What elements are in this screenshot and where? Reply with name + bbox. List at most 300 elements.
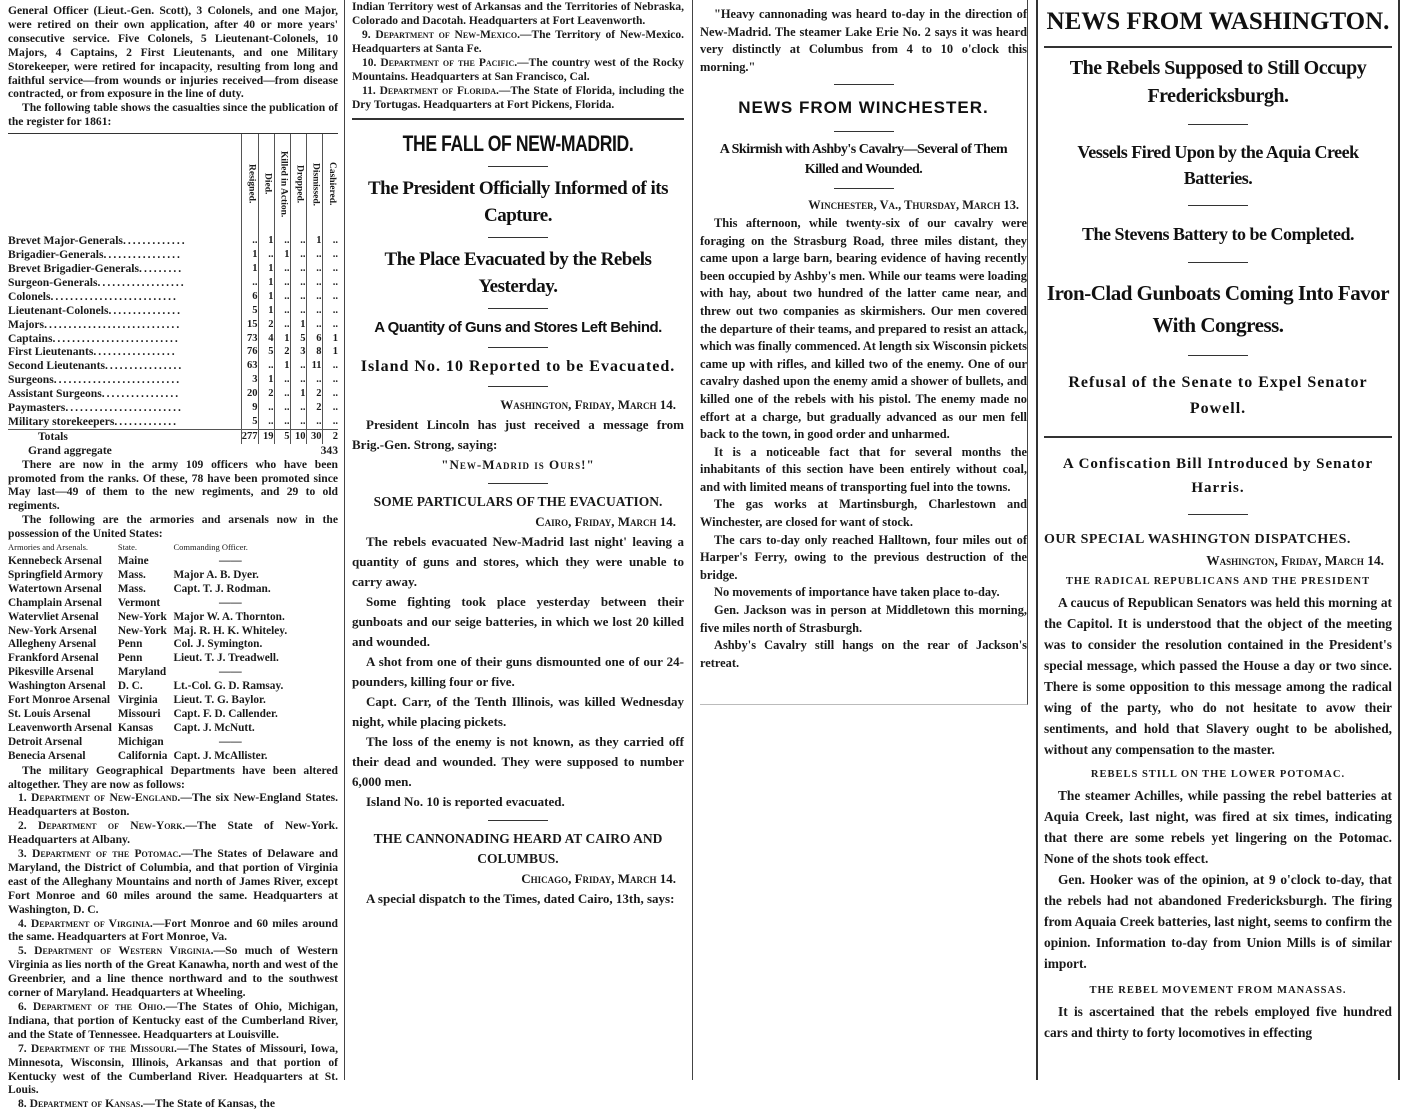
arsenal-cell: Vermont — [117, 596, 161, 609]
leader-dots: ............... — [108, 303, 182, 317]
table-row — [8, 722, 293, 736]
rank-cell — [8, 387, 241, 401]
arsenal-cell: Missouri — [117, 707, 161, 720]
value-cell: 63 — [241, 359, 258, 373]
arsenal-cell: Capt. T. J. Rodman. — [173, 582, 271, 595]
table-row — [8, 638, 293, 652]
table-row — [8, 555, 293, 569]
paragraph: The following table shows the casualties since the publication of the register for 1861: — [8, 101, 338, 129]
value-cell: .. — [322, 262, 338, 276]
total-cell: 2 — [322, 429, 338, 443]
leader-dots: ......... — [139, 261, 184, 275]
paragraph: The steamer Achilles, while passing the rebel batteries at Aquia Creek, last night, was fired at six times, indicating that there are some rebels yet lingering on the Potomac. None of the shots took effect. — [1044, 788, 1392, 866]
arsenal-cell: Frankford Arsenal — [8, 652, 99, 665]
dateline: Washington, Friday, March 14. — [500, 397, 676, 412]
value-cell: 5 — [241, 415, 258, 429]
table-row — [8, 569, 293, 583]
department-name: 6. Department of the Ohio. — [18, 1000, 166, 1013]
department-entry — [352, 84, 684, 112]
arsenal-cell: Washington Arsenal — [8, 680, 106, 693]
table-row — [8, 234, 338, 248]
dateline: Winchester, Va., Thursday, March 13. — [808, 198, 1019, 213]
table-row — [8, 359, 338, 373]
value-cell: .. — [306, 276, 322, 290]
column-rule — [344, 0, 345, 1080]
arsenal-cell: Maryland — [117, 666, 167, 679]
deck-heading: A Quantity of Guns and Stores Left Behind. — [374, 319, 662, 336]
value-cell: .. — [306, 290, 322, 304]
value-cell: .. — [290, 262, 306, 276]
value-cell: .. — [322, 304, 338, 318]
paragraph: The rebels evacuated New-Madrid last night' leaving a quantity of guns and stores, which they were unable to carry away. — [352, 534, 684, 589]
arsenal-cell: Champlain Arsenal — [8, 596, 102, 609]
value-cell: 1 — [322, 345, 338, 359]
value-cell: .. — [258, 401, 274, 415]
value-cell: .. — [274, 262, 290, 276]
divider — [1188, 205, 1248, 206]
department-name: 11. Department of Florida. — [362, 85, 499, 97]
arsenal-cell: Mass. — [117, 568, 146, 581]
arsenal-cell: Major W. A. Thornton. — [173, 610, 285, 623]
column-3 — [700, 0, 1028, 705]
divider — [1188, 124, 1248, 125]
arsenal-cell: Lt.-Col. G. D. Ramsay. — [173, 680, 284, 693]
rank-cell — [8, 276, 241, 290]
total-cell: 30 — [306, 429, 322, 443]
arsenal-cell: Kennebeck Arsenal — [8, 555, 102, 567]
leader-dots: ................ — [103, 248, 182, 262]
headline: NEWS FROM WASHINGTON. — [1046, 8, 1390, 35]
column-rule — [692, 0, 693, 1080]
paragraph: It is a noticeable fact that for several months the inhabitants of this section have been entirely without coal, and with limited means of transporting fuel into the towns. — [700, 444, 1027, 494]
table-row — [8, 597, 293, 611]
value-cell: 1 — [241, 262, 258, 276]
value-cell: 1 — [322, 332, 338, 346]
department-text: —The States of Delaware and Maryland, the District of Columbia, and that portion of Virginia east of the Alleghany Mountains and north of James River, except Fort Monroe and 60 miles around the same. Headquarters at Washington, D. C. — [8, 847, 338, 916]
paragraph: The loss of the enemy is not known, as they carried off their dead and wounded. They were supposed to number 6,000 men. — [352, 734, 684, 789]
value-cell: .. — [322, 318, 338, 332]
paragraph: General Officer (Lieut.-Gen. Scott), 3 Colonels, and one Major, were retired on their own application, after 40 or more years' consecutive service. Five Colonels, 5 Lieutenant-Colonels, 10 Majors, 4 Captains, 2 First Lieutenants, and one Military Storekeeper, were retired for incapacity, resulting from long and faithful service—from wounds or injuries received—from disease contracted, or from exposure in the line of duty. — [8, 4, 338, 101]
value-cell: 1 — [290, 387, 306, 401]
table-row — [8, 415, 338, 429]
subheading: OUR SPECIAL WASHINGTON DISPATCHES. — [1044, 532, 1351, 547]
value-cell: .. — [322, 359, 338, 373]
value-cell: .. — [306, 262, 322, 276]
divider — [352, 118, 684, 120]
department-name: 9. Department of New-Mexico. — [362, 29, 520, 41]
leader-dots: .......................... — [53, 373, 182, 387]
divider — [1044, 46, 1392, 48]
divider — [1044, 436, 1392, 438]
department-text: —The State of New-York. Headquarters at Albany. — [8, 819, 338, 847]
value-cell: 73 — [241, 332, 258, 346]
department-name: 5. Department of Western Virginia. — [18, 944, 214, 958]
department-name: 4. Department of Virginia. — [18, 916, 153, 930]
divider — [488, 166, 548, 167]
deck-heading: Refusal of the Senate to Expel Senator Powell. — [1068, 374, 1368, 417]
arsenal-cell: Capt. F. D. Callender. — [173, 707, 278, 720]
arsenal-cell: Col. J. Symington. — [173, 638, 263, 651]
paragraph: Capt. Carr, of the Tenth Illinois, was killed Wednesday night, while placing pickets. — [352, 694, 684, 729]
grand-aggregate-label: Grand aggregate — [28, 443, 112, 457]
table-row — [8, 401, 338, 415]
value-cell: 3 — [290, 345, 306, 359]
divider — [834, 188, 894, 189]
rank-cell — [8, 318, 241, 332]
value-cell: .. — [274, 304, 290, 318]
value-cell: .. — [290, 234, 306, 248]
deck-heading: The Place Evacuated by the Rebels Yesterday. — [384, 249, 652, 297]
leader-dots: ............................ — [44, 317, 182, 331]
rank-cell — [8, 373, 241, 387]
deck-heading: The Stevens Battery to be Completed. — [1082, 224, 1354, 244]
dateline: Washington, Friday, March 14. — [1206, 553, 1384, 568]
table-row — [8, 276, 338, 290]
rank-cell — [8, 290, 241, 304]
value-cell: 5 — [241, 304, 258, 318]
value-cell: .. — [241, 276, 258, 290]
value-cell: 6 — [306, 332, 322, 346]
arsenal-cell: Maj. R. H. K. Whiteley. — [173, 624, 288, 637]
rank-label: Military storekeepers — [8, 414, 115, 428]
paragraph: A special dispatch to the Times, dated Cairo, 13th, says: — [366, 891, 675, 906]
rank-cell — [8, 401, 241, 415]
table-row — [8, 332, 338, 346]
rank-cell — [8, 415, 241, 429]
subheading: THE CANNONADING HEARD AT CAIRO AND COLUMBUS. — [373, 831, 663, 866]
deck-heading: Iron-Clad Gunboats Coming Into Favor With Congress. — [1046, 281, 1390, 337]
divider — [488, 347, 548, 348]
department-name: 2. Department of New-York. — [18, 819, 186, 833]
column-header: State. — [117, 542, 137, 553]
value-cell: .. — [322, 248, 338, 262]
table-row — [8, 387, 338, 401]
table-row — [8, 583, 293, 597]
paragraph: Gen. Jackson was in person at Middletown this morning, five miles north of Strasburgh. — [700, 603, 1027, 635]
column-header: Dismissed. — [306, 134, 322, 234]
value-cell: .. — [290, 276, 306, 290]
department-text: —The State of Kansas, the — [143, 1097, 275, 1111]
value-cell: .. — [306, 415, 322, 429]
value-cell: .. — [306, 248, 322, 262]
value-cell: .. — [274, 318, 290, 332]
total-cell: 19 — [258, 429, 274, 443]
value-cell: .. — [306, 304, 322, 318]
value-cell: 20 — [241, 387, 258, 401]
paragraph: This afternoon, while twenty-six of our cavalry were foraging on the Strasburg Road, three miles distant, they came upon a large barn, bearing evidence of having recently been occupied by Ashby's men. While our teams were loading with hay, about two hundred of the latter came near, and threw out two companies as skirmishers. Our men covered the departure of their teams, and prepared to resist an attack, which was finally commenced. At length six Wisconsin pickets came up with rifles, and killed two of the enemy. One of our cavalry dashed upon the enemy amid a shower of bullets, and killed one of the rebels with his pistol. The enemy made no effort at a charge, but gradually advanced as our men fell back to the town, in good order and unharmed. — [700, 215, 1027, 442]
divider — [1188, 514, 1248, 515]
department-name: 3. Department of the Potomac. — [18, 847, 182, 861]
arsenal-cell: Detroit Arsenal — [8, 735, 83, 748]
arsenals-table — [8, 541, 293, 764]
value-cell: .. — [241, 234, 258, 248]
department-text: —The six New-England States. Headquarters at Boston. — [8, 791, 339, 819]
rank-cell — [8, 262, 241, 276]
subheading: THE REBEL MOVEMENT FROM MANASSAS. — [1089, 985, 1347, 996]
department-text: —The States of Missouri, Iowa, Minnesota, Wisconsin, Illinois, Arkansas and that portion of Kentucky west of the Cumberland River. Headquarters at St. Louis. — [8, 1041, 338, 1097]
table-row — [8, 373, 338, 387]
value-cell: 2 — [274, 345, 290, 359]
value-cell: 1 — [258, 373, 274, 387]
headline: THE FALL OF NEW-MADRID. — [402, 131, 634, 156]
divider — [1188, 262, 1248, 263]
value-cell: .. — [322, 415, 338, 429]
value-cell: .. — [258, 415, 274, 429]
arsenal-cell: —— — [219, 666, 242, 679]
headline: NEWS FROM WINCHESTER. — [738, 98, 989, 118]
value-cell: .. — [274, 290, 290, 304]
column-4 — [1036, 0, 1400, 1080]
department-entry — [8, 791, 338, 819]
arsenal-cell: D. C. — [117, 680, 143, 693]
table-row — [8, 611, 293, 625]
paragraph: President Lincoln has just received a message from Brig.-Gen. Strong, saying: — [352, 417, 684, 452]
department-name: 1. Department of New-England. — [18, 791, 181, 805]
arsenal-cell: New-York Arsenal — [8, 624, 97, 637]
paragraph: Some fighting took place yesterday between their gunboats and our seige batteries, in which we lost 20 killed and wounded. — [352, 594, 684, 649]
arsenal-cell: Springfield Armory — [8, 568, 104, 581]
paragraph: Island No. 10 is reported evacuated. — [366, 794, 565, 809]
paragraph: The following are the armories and arsenals now in the possession of the United States: — [8, 513, 338, 541]
arsenal-cell: Lieut. T. J. Treadwell. — [173, 652, 279, 665]
value-cell: .. — [322, 387, 338, 401]
value-cell: .. — [306, 318, 322, 332]
value-cell: 1 — [258, 262, 274, 276]
department-text: —Fort Monroe and 60 miles around the same. Headquarters at Fort Monroe, Va. — [8, 916, 338, 944]
divider — [834, 131, 894, 132]
arsenal-cell: Pikesville Arsenal — [8, 666, 94, 679]
column-header: Cashiered. — [322, 134, 338, 234]
paragraph: Gen. Hooker was of the opinion, at 9 o'clock to-day, that the rebels had not abandoned Fredericksburgh. The firing from Aquaia Creek batteries, last night, seems to confirm the opinion. Information to-day from Union Mills is of similar import. — [1044, 872, 1392, 971]
arsenal-cell: Mass. — [117, 582, 146, 595]
department-entry — [352, 28, 684, 56]
rank-header — [8, 134, 241, 234]
dateline: Cairo, Friday, March 14. — [535, 514, 676, 529]
subheading: SOME PARTICULARS OF THE EVACUATION. — [373, 494, 663, 509]
arsenal-cell: Kansas — [117, 721, 154, 734]
value-cell: .. — [306, 373, 322, 387]
department-text: —So much of Western Virginia as lies north of the Great Kanawha, north and west of the Greenbrier, and a line thence northward and to the southwest corner of Maryland. Headquarters at Wheeling. — [8, 944, 338, 1000]
arsenal-cell: Watertown Arsenal — [8, 582, 102, 595]
value-cell: 1 — [258, 304, 274, 318]
department-entry — [8, 1042, 338, 1098]
department-name: 10. Department of the Pacific. — [362, 57, 518, 69]
value-cell: .. — [290, 415, 306, 429]
rank-cell — [8, 345, 241, 359]
table-row — [8, 652, 293, 666]
leader-dots: .......................... — [50, 289, 178, 303]
divider — [488, 237, 548, 238]
arsenal-cell: Allegheny Arsenal — [8, 638, 97, 651]
column-header: Resigned. — [241, 134, 258, 234]
paragraph: The cars to-day only reached Halltown, four miles out of Harper's Ferry, owing to the previous destruction of the bridge. — [700, 532, 1027, 582]
value-cell: 8 — [306, 345, 322, 359]
value-cell: .. — [274, 415, 290, 429]
arsenal-cell: —— — [219, 596, 242, 609]
column-header: Armories and Arsenals. — [8, 542, 89, 553]
rank-label: Colonels — [8, 289, 51, 303]
paragraph: It is ascertained that the rebels employed five hundred cars and thirty to forty locomotives in effecting — [1044, 1004, 1392, 1040]
deck-heading: Vessels Fired Upon by the Aquia Creek Batteries. — [1077, 142, 1359, 188]
leader-dots: ............. — [122, 234, 187, 248]
divider — [834, 84, 894, 85]
total-cell: 5 — [274, 429, 290, 443]
value-cell: 1 — [290, 318, 306, 332]
arsenal-cell: California — [117, 749, 168, 762]
divider — [488, 308, 548, 309]
arsenal-cell: Capt. J. McNutt. — [173, 721, 255, 734]
value-cell: .. — [290, 373, 306, 387]
arsenal-cell: Leavenworth Arsenal — [8, 721, 112, 734]
table-row — [8, 666, 293, 680]
value-cell: 1 — [258, 276, 274, 290]
value-cell: .. — [290, 401, 306, 415]
leader-dots: ................. — [93, 345, 177, 359]
department-name: 7. Department of the Missouri. — [18, 1041, 177, 1055]
value-cell: .. — [290, 248, 306, 262]
department-entry — [8, 1000, 338, 1042]
table-row — [8, 262, 338, 276]
table-row — [8, 625, 293, 639]
value-cell: .. — [274, 401, 290, 415]
value-cell: .. — [290, 359, 306, 373]
rank-label: First Lieutenants — [8, 345, 94, 359]
department-entry — [8, 1097, 338, 1111]
rank-label: Captains — [8, 331, 53, 345]
value-cell: .. — [274, 234, 290, 248]
rank-label: Brevet Major-Generals — [8, 234, 123, 248]
subheading: REBELS STILL ON THE LOWER POTOMAC. — [1090, 769, 1346, 780]
value-cell: 5 — [290, 332, 306, 346]
value-cell: 1 — [258, 234, 274, 248]
rank-label: Assistant Surgeons — [8, 387, 102, 401]
value-cell: .. — [258, 359, 274, 373]
casualties-table — [8, 134, 338, 458]
arsenal-cell: Penn — [117, 638, 143, 651]
rank-label: Paymasters — [8, 401, 66, 415]
divider — [488, 386, 548, 387]
paragraph: "Heavy cannonading was heard to-day in the direction of New-Madrid. The steamer Lake Erie No. 2 says it was heard very distinctly at Columbus from 4 to 10 o'clock this morning." — [700, 7, 1027, 74]
value-cell: 2 — [306, 387, 322, 401]
paragraph: A caucus of Republican Senators was held this morning at the Capitol. It is understood that the object of the meeting was to consider the resolution contained in the President's special message, which passed the House a day or two since. There is some opposition to this message among the radical wing of the party, who do not hesitate to avow their sentiments, and hold that Slavery ought to be abolished, without any compensation to the master. — [1044, 595, 1392, 757]
rank-label: Lieutenant-Colonels — [8, 303, 109, 317]
arsenal-cell: Michigan — [117, 735, 164, 748]
rank-cell — [8, 248, 241, 262]
column-header: Commanding Officer. — [173, 542, 248, 553]
totals-label: Totals — [38, 429, 68, 443]
department-entry — [8, 819, 338, 847]
value-cell: 1 — [274, 248, 290, 262]
arsenal-cell: Benecia Arsenal — [8, 749, 86, 762]
column-header: Dropped. — [290, 134, 306, 234]
column-1 — [8, 4, 339, 1111]
table-row — [8, 345, 338, 359]
paragraph: No movements of importance have taken place to-day. — [714, 585, 1000, 600]
arsenal-cell: —— — [219, 735, 242, 748]
divider — [488, 483, 548, 484]
value-cell: .. — [322, 373, 338, 387]
value-cell: 4 — [258, 332, 274, 346]
value-cell: 3 — [241, 373, 258, 387]
rank-label: Brevet Brigadier-Generals — [8, 261, 140, 275]
value-cell: .. — [322, 290, 338, 304]
deck-heading: A Confiscation Bill Introduced by Senator Harris. — [1062, 456, 1374, 496]
department-text: —The Territory of New-Mexico. Headquarters at Santa Fe. — [352, 29, 684, 55]
subheading: THE RADICAL REPUBLICANS AND THE PRESIDENT — [1065, 576, 1371, 587]
rank-label: Surgeon-Generals — [8, 275, 98, 289]
value-cell: .. — [290, 290, 306, 304]
grand-aggregate-value: 343 — [320, 443, 338, 457]
arsenal-cell: New-York — [117, 624, 167, 637]
value-cell: .. — [322, 276, 338, 290]
paragraph: Indian Territory west of Arkansas and the Territories of Nebraska, Colorado and Dacotah. Headquarters at Fort Leavenworth. — [352, 1, 684, 27]
value-cell: 9 — [241, 401, 258, 415]
table-row — [8, 680, 293, 694]
rank-label: Majors — [8, 317, 45, 331]
deck-heading: The Rebels Supposed to Still Occupy Fredericksburgh. — [1069, 57, 1367, 107]
table-row — [8, 318, 338, 332]
value-cell: 2 — [258, 387, 274, 401]
divider — [1188, 355, 1248, 356]
table-row — [8, 736, 293, 750]
arsenal-cell: Capt. J. McAllister. — [173, 749, 268, 762]
department-name: 8. Department of Kansas. — [18, 1097, 144, 1111]
arsenal-cell: Watervliet Arsenal — [8, 610, 99, 623]
rank-label: Surgeons — [8, 373, 54, 387]
table-row — [8, 304, 338, 318]
value-cell: 15 — [241, 318, 258, 332]
column-header: Died. — [258, 134, 274, 234]
column-header: Killed in Action. — [274, 134, 290, 234]
quote: "New-Madrid is Ours!" — [441, 457, 595, 472]
table-row — [8, 694, 293, 708]
rank-cell — [8, 359, 241, 373]
arsenal-cell: —— — [219, 555, 242, 567]
rank-cell — [8, 234, 241, 248]
department-entry — [8, 917, 338, 945]
value-cell: .. — [322, 401, 338, 415]
value-cell: 6 — [241, 290, 258, 304]
value-cell: .. — [274, 373, 290, 387]
value-cell: .. — [258, 248, 274, 262]
table-row — [8, 750, 293, 764]
arsenal-cell: Virginia — [117, 694, 158, 707]
leader-dots: ................ — [101, 387, 181, 401]
rank-cell — [8, 332, 241, 346]
value-cell: .. — [322, 234, 338, 248]
department-entry — [8, 944, 338, 1000]
department-text: —The States of Ohio, Michigan, Indiana, that portion of Kentucky east of the Cumberland River, and the State of Tennessee. Headquarters at Louisville. — [8, 1000, 338, 1041]
arsenal-cell: St. Louis Arsenal — [8, 707, 91, 720]
leader-dots: .......................... — [52, 331, 180, 345]
department-text: —The country west of the Rocky Mountains. Headquarters at San Francisco, Cal. — [352, 57, 684, 83]
leader-dots: ............. — [114, 414, 179, 428]
value-cell: .. — [274, 387, 290, 401]
arsenal-cell: Penn — [117, 652, 143, 665]
dateline: Chicago, Friday, March 14. — [521, 871, 676, 886]
leader-dots: ................ — [104, 359, 184, 373]
total-cell: 277 — [241, 430, 258, 442]
deck-heading: A Skirmish with Ashby's Cavalry—Several of Them Killed and Wounded. — [719, 142, 1008, 178]
value-cell: 1 — [241, 248, 258, 262]
value-cell: 76 — [241, 345, 258, 359]
value-cell: 11 — [306, 359, 322, 373]
table-row — [8, 248, 338, 262]
arsenal-cell: Lieut. T. G. Baylor. — [173, 694, 266, 707]
value-cell: 5 — [258, 345, 274, 359]
rank-cell — [8, 304, 241, 318]
paragraph: A shot from one of their guns dismounted one of our 24-pounders, killing four or five. — [352, 654, 684, 689]
